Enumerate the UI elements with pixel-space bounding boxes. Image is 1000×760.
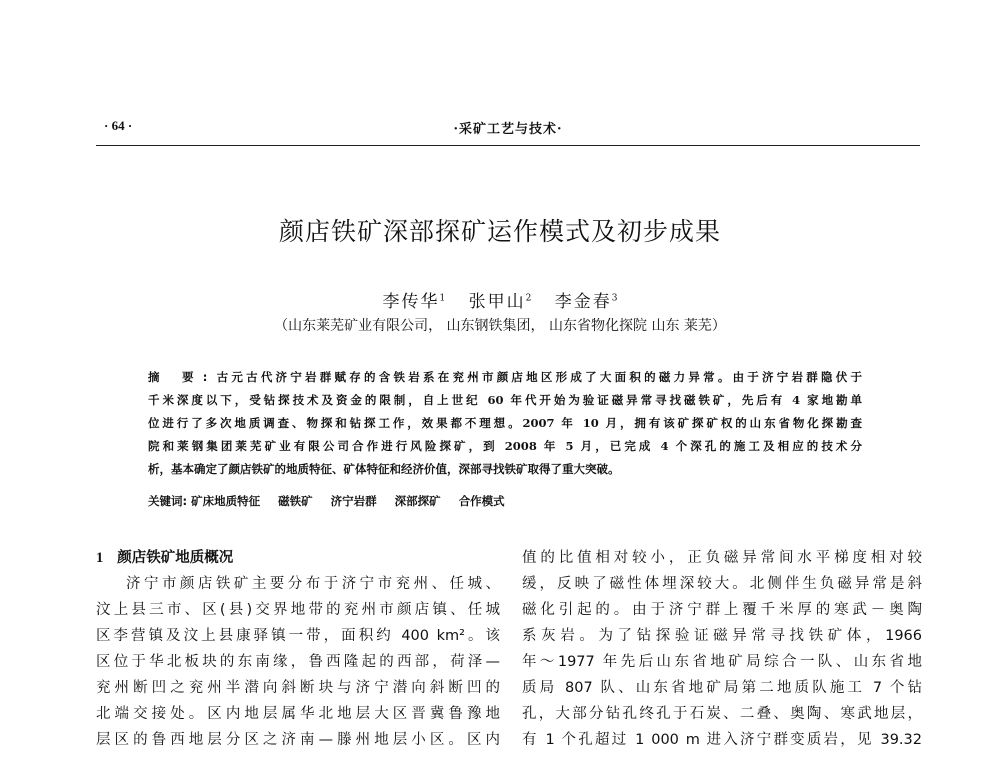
abstract-line: 院和莱钢集团莱芜矿业有限公司合作进行风险探矿，到 2008 年 5 月，已完成 4 个深孔的施工及相应的技术分: [148, 439, 862, 453]
page-number: · 64 ·: [104, 118, 133, 133]
paragraph-line: 有 1 个孔超过 1 000 m 进入济宁群变质岩，见 39.32: [522, 732, 922, 748]
abstract-line: [148, 366, 862, 389]
abstract-line: 位进行了多次地质调查、物探和钻探工作，效果都不理想。2007 年 10 月，拥有该矿探矿权的山东省物化探勘查: [148, 416, 862, 430]
article-title: 颜店铁矿深部探矿运作模式及初步成果: [278, 217, 721, 246]
abstract-line: 析，基本确定了颜店铁矿的地质特征、矿体特征和经济价值，深部寻找铁矿取得了重大突破。: [148, 462, 620, 476]
author: [555, 292, 618, 312]
journal-name: ·采矿工艺与技术·: [453, 122, 563, 137]
paragraph-line: 区位于华北板块的东南缘，鲁西隆起的西部，荷泽—: [96, 654, 500, 670]
section-title: 颜店铁矿地质概况: [117, 550, 234, 566]
affiliations: （山东莱芜矿业有限公司， 山东钢铁集团， 山东省物化探院 山东 莱芜）: [274, 318, 726, 334]
paragraph-line: 质局 807 队、山东省地矿局第二地质队施工 7 个钻: [522, 680, 922, 696]
keyword: 矿床地质特征: [191, 494, 261, 508]
keywords-label: 关键词:: [148, 494, 188, 508]
keywords: [148, 493, 862, 509]
running-header: [96, 112, 920, 142]
section-number: 1: [96, 550, 104, 566]
paragraph-line: 值的比值相对较小，正负磁异常间水平梯度相对较: [522, 550, 922, 566]
section-heading: [96, 545, 500, 571]
abstract-line: 千米深度以下，受钻探技术及资金的限制，自上世纪 60 年代开始为验证磁异常寻找磁铁矿，先后有 4 家地勘单: [148, 393, 862, 407]
author: [469, 292, 532, 312]
paragraph-line: 济宁市颜店铁矿主要分布于济宁市兖州、任城、: [126, 576, 500, 592]
paragraph-line: 区李营镇及汶上县康驿镇一带，面积约 400 km²。该: [96, 628, 500, 644]
author-name: 李金春: [554, 292, 612, 312]
author-affiliation-mark: 3: [611, 293, 618, 304]
paragraph-line: 孔，大部分钻孔终孔于石炭、二叠、奥陶、寒武地层，: [522, 706, 922, 722]
body-column-right: [522, 545, 922, 753]
author-affiliation-mark: 2: [525, 293, 532, 304]
abstract: [148, 366, 862, 481]
keyword: 深部探矿: [394, 494, 441, 508]
paragraph-line: 汶上县三市、区(县)交界地带的兖州市颜店镇、任城: [96, 602, 500, 618]
paragraph-line: 年～1977 年先后山东省地矿局综合一队、山东省地: [522, 654, 922, 670]
paragraph-line: 兖州断凹之兖州半潜向斜断块与济宁潜向斜断凹的: [96, 680, 500, 696]
body-column-left: [96, 545, 500, 753]
author-affiliation-mark: 1: [439, 293, 446, 304]
keyword: 济宁岩群: [330, 494, 377, 508]
author-list: [0, 287, 1000, 312]
author-name: 李传华: [382, 292, 440, 312]
keyword: 合作模式: [458, 494, 505, 508]
paragraph-line: 缓，反映了磁性体埋深较大。北侧伴生负磁异常是斜: [522, 576, 922, 592]
paragraph-line: 层区的鲁西地层分区之济南—滕州地层小区。区内: [96, 732, 500, 748]
paragraph-line: 磁化引起的。由于济宁群上覆千米厚的寒武－奥陶: [522, 602, 922, 618]
paragraph-line: 北端交接处。区内地层属华北地层大区晋冀鲁豫地: [96, 706, 500, 722]
header-rule: [96, 145, 920, 146]
paragraph-line: 系灰岩。为了钻探验证磁异常寻找铁矿体，1966: [522, 628, 922, 644]
abstract-label: 摘 要:: [148, 370, 214, 384]
keyword: 磁铁矿: [278, 494, 313, 508]
author-name: 张甲山: [468, 292, 526, 312]
author: [382, 292, 445, 312]
abstract-text: 古元古代济宁岩群赋存的含铁岩系在兖州市颜店地区形成了大面积的磁力异常。由于济宁岩群隐伏于: [213, 370, 863, 384]
